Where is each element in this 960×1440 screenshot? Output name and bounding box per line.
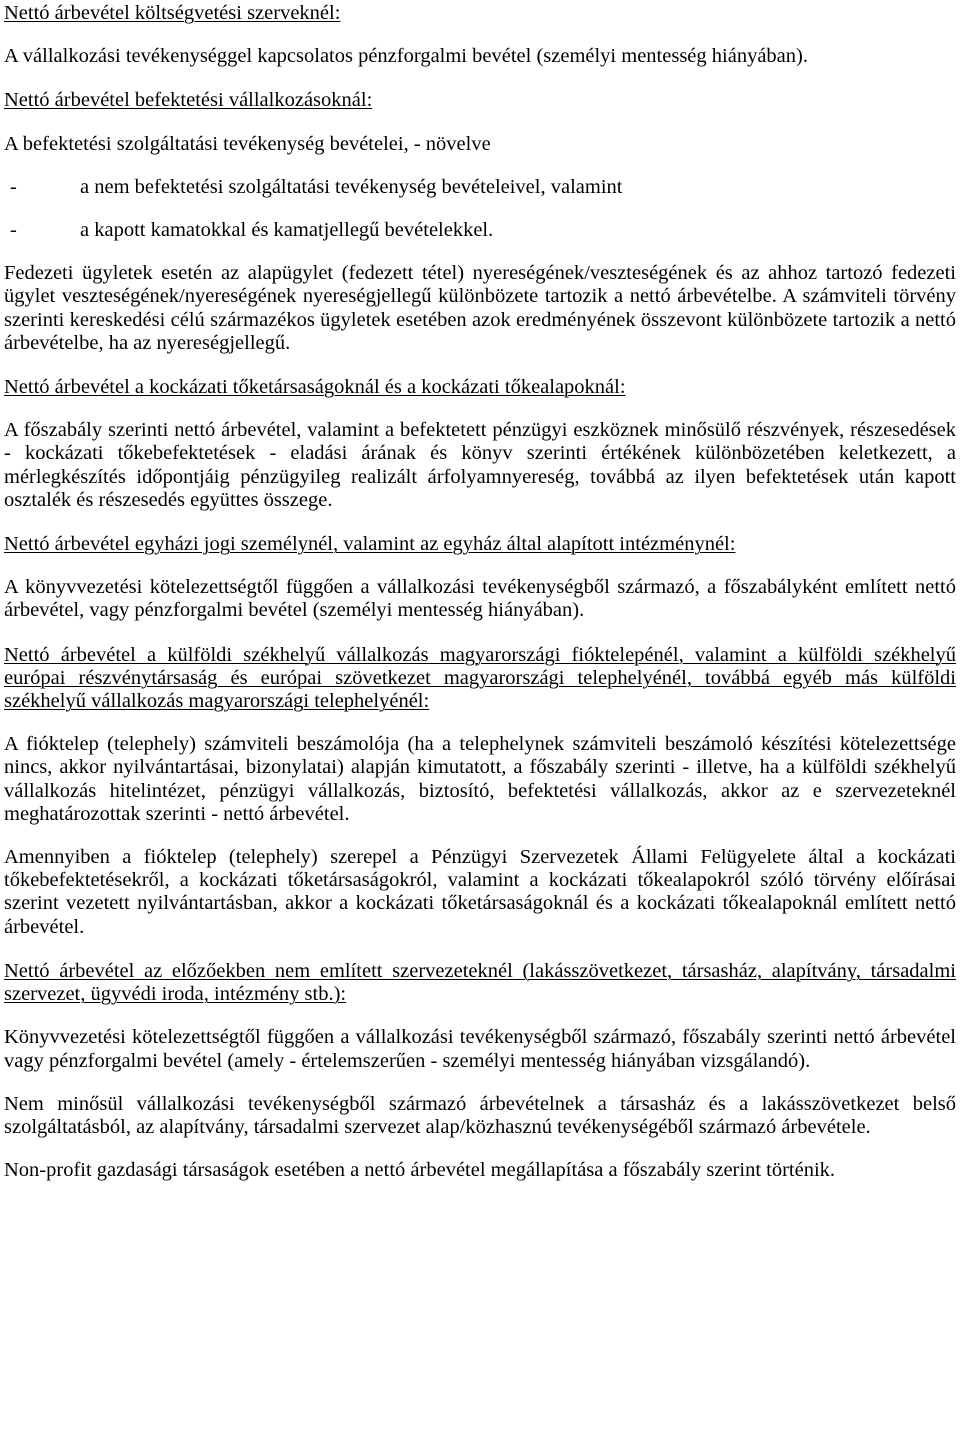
paragraph: Könyvvezetési kötelezettségtől függően a vállalkozási tevékenységből származó, főszabály szerinti nettó árbevétel vagy pénzforgalmi bevétel (amely - értelemszerűen - személyi mentesség hiányában vizsgálandó). — [4, 1026, 956, 1072]
paragraph: Nem minősül vállalkozási tevékenységből származó árbevételnek a társasház és a lakásszövetkezet belső szolgáltatásból, az alapítvány, társadalmi szervezet alap/közhasznú tevékenységéből származó árbevétele. — [4, 1092, 956, 1138]
list-item-text: a nem befektetési szolgáltatási tevékenység bevételeivel, valamint — [80, 175, 623, 198]
paragraph: A főszabály szerinti nettó árbevétel, valamint a befektetett pénzügyi eszköznek minősülő részvények, részesedések - kockázati tőkebefektetések - eladási árának és könyv szerinti értékének különbözetében keletkezett, a mérlegkészítés időpontjáig pénzügyileg realizált árfolyamnyereség, továbbá az ilyen befektetések után kapott osztalék és részesedés együttes összege. — [4, 419, 956, 511]
dash-bullet: - — [10, 175, 17, 198]
section-heading-foreign-branches: Nettó árbevétel a külföldi székhelyű vállalkozás magyarországi fióktelepénél, valamint a külföldi székhelyű európai részvénytársaság és európai szövetkezet magyarországi telephelyénél, továbbá egyéb más külföldi székhelyű vállalkozás magyarországi telephelyénél: — [4, 643, 956, 713]
paragraph: A vállalkozási tevékenységgel kapcsolatos pénzforgalmi bevétel (személyi mentesség hiányában). — [4, 45, 808, 68]
paragraph: Amennyiben a fióktelep (telephely) szerepel a Pénzügyi Szervezetek Állami Felügyelete által a kockázati tőkebefektetésekről, a kockázati tőketársaságokról, valamint a kockázati tőkealapokról szóló törvény előírásai szerint vezetett nyilvántartásban, akkor a kockázati tőketársaságoknál és a kockázati tőkealapoknál említett nettó árbevétel. — [4, 846, 956, 938]
document-page — [4, 0, 956, 1182]
list-item-text: a kapott kamatokkal és kamatjellegű bevételekkel. — [80, 219, 494, 242]
paragraph: Fedezeti ügyletek esetén az alapügylet (fedezett tétel) nyereségének/veszteségének és az ahhoz tartozó fedezeti ügylet veszteségének/nyereségének nyereségjellegű különbözete tartozik a nettó árbevételbe. A számviteli törvény szerinti kereskedési célú származékos ügyletek esetében azok eredményének összevont különbözete tartozik a nettó árbevételbe, ha az nyereségjellegű. — [4, 262, 956, 354]
section-heading-other-organizations: Nettó árbevétel az előzőekben nem említett szervezeteknél (lakásszövetkezet, társasház, alapítvány, társadalmi szervezet, ügyvédi iroda, intézmény stb.): — [4, 959, 956, 1006]
section-heading-budgetary-bodies: Nettó árbevétel költségvetési szerveknél: — [4, 2, 341, 24]
list-item — [4, 176, 956, 199]
paragraph: A befektetési szolgáltatási tevékenység bevételei, - növelve — [4, 132, 491, 155]
paragraph: Non-profit gazdasági társaságok esetében a nettó árbevétel megállapítása a főszabály szerint történik. — [4, 1159, 836, 1182]
dash-list — [4, 176, 956, 242]
list-item — [4, 219, 956, 242]
paragraph: A fióktelep (telephely) számviteli beszámolója (ha a telephelynek számviteli beszámoló készítési kötelezettsége nincs, akkor nyilvántartásai, bizonylatai) alapján kimutatott, a főszabály szerinti - illetve, ha a külföldi székhelyű vállalkozás hitelintézet, pénzügyi vállalkozás, biztosító, befektetési vállalkozás, akkor az e szervezeteknél meghatározottak szerinti - nettó árbevétel. — [4, 733, 956, 825]
section-heading-church-entities: Nettó árbevétel egyházi jogi személynél, valamint az egyház által alapított intézménynél: — [4, 533, 736, 556]
dash-bullet: - — [10, 219, 17, 242]
paragraph: A könyvvezetési kötelezettségtől függően a vállalkozási tevékenységből származó, a főszabályként említett nettó árbevétel, vagy pénzforgalmi bevétel (személyi mentesség hiányában). — [4, 576, 956, 622]
section-heading-investment-firms: Nettó árbevétel befektetési vállalkozásoknál: — [4, 89, 373, 112]
section-heading-venture-capital: Nettó árbevétel a kockázati tőketársaságoknál és a kockázati tőkealapoknál: — [4, 376, 626, 399]
